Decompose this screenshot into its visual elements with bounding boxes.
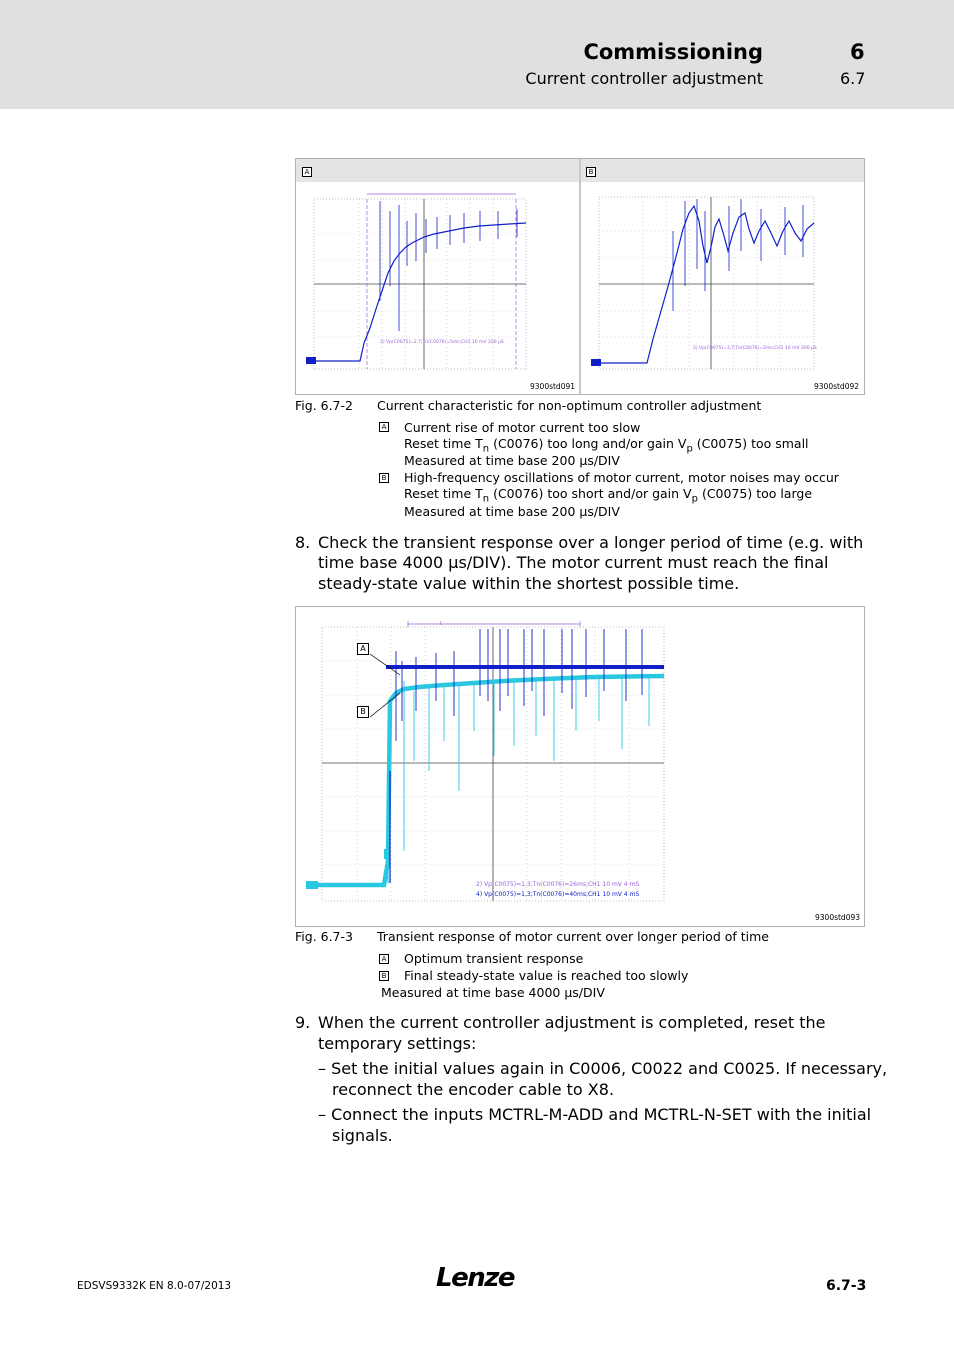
scope-b-grid: [599, 197, 814, 369]
fig2-item-a-text: Optimum transient response: [404, 951, 584, 966]
panel-b-header: [581, 159, 864, 182]
fig1-item-a-line1: Current rise of motor current too slow: [404, 420, 641, 435]
section-number: 6.7: [840, 69, 866, 88]
scope-b-legend: 2) Vp(C0075)=3,7;Tn(C0076)=2ms;CH1 10 mV 200 µS: [693, 346, 817, 351]
chapter-title: Commissioning: [583, 40, 763, 64]
panel-a-code: 9300std091: [530, 382, 576, 391]
footer-page-number: 6.7-3: [826, 1278, 867, 1294]
step-9-number: 9.: [295, 1013, 311, 1032]
scope-a-legend: 2) Vp(C0075)=2,7;Tn(C0076)=5ms;CH1 10 mV 200 µS: [380, 340, 504, 345]
scope-c-legend-1: 2) Vp(C0075)=1,3;Tn(C0076)=26ms;CH1 10 mV 4 mS: [476, 881, 640, 888]
fig1-item-a-line3: Measured at time base 200 µs/DIV: [404, 453, 620, 468]
oscilloscope-long-period: [304, 621, 669, 906]
fig2-note: Measured at time base 4000 µs/DIV: [381, 985, 605, 1000]
oscilloscope-b: [589, 191, 819, 371]
figure-6-7-2: [295, 158, 865, 395]
fig1-item-b-line2: Reset time $T_n$ (C0076) too short and/or gain $V_p$ (C0075) too large: [404, 486, 813, 505]
fig1-item-b-line1: High-frequency oscillations of motor current, motor noises may occur: [404, 470, 839, 485]
fig2-code: 9300std093: [815, 913, 861, 922]
scope-b-trace: [591, 206, 814, 363]
step-9-line1: When the current controller adjustment is completed, reset the: [318, 1013, 826, 1032]
panel-a-header: [296, 159, 579, 182]
fig2-item-b-tag: B: [379, 971, 389, 981]
fig2-caption: Transient response of motor current over longer period of time: [377, 929, 769, 944]
chapter-number: 6: [850, 40, 865, 64]
step-9-bullet-1-line1: – Set the initial values again in C0006, C0022 and C0025. If necessary,: [318, 1059, 888, 1078]
footer-doc-id: EDSVS9332K EN 8.0-07/2013: [77, 1280, 232, 1292]
panel-b-tag: B: [586, 167, 596, 177]
step-9-bullet-2-line1: – Connect the inputs MCTRL-M-ADD and MCTRL-N-SET with the initial: [318, 1105, 872, 1124]
fig2-label-a: A: [357, 643, 369, 655]
oscilloscope-a: [304, 191, 532, 371]
fig2-label-b: B: [357, 706, 369, 718]
fig1-caption: Current characteristic for non-optimum controller adjustment: [377, 398, 762, 413]
fig1-item-b-line3: Measured at time base 200 µs/DIV: [404, 504, 620, 519]
panel-divider: [579, 159, 581, 394]
fig2-item-a-tag: A: [379, 954, 389, 964]
lenze-logo: Lenze: [436, 1263, 514, 1293]
step-8-line2: time base 4000 µs/DIV). The motor current must reach the final: [318, 553, 829, 572]
fig2-caption-label: Fig. 6.7-3: [295, 929, 353, 944]
fig1-caption-label: Fig. 6.7-2: [295, 398, 353, 413]
step-8-line1: Check the transient response over a longer period of time (e.g. with: [318, 533, 864, 552]
step-9-line2: temporary settings:: [318, 1034, 477, 1053]
fig1-item-a-line2: Reset time $T_n$ (C0076) too long and/or gain $V_p$ (C0075) too small: [404, 436, 809, 455]
scope-c-legend-2: 4) Vp(C0075)=1,3;Tn(C0076)=40ms;CH1 10 mV 4 mS: [476, 891, 640, 898]
step-9-bullet-2-line2: signals.: [332, 1126, 393, 1145]
fig1-item-a-tag: A: [379, 422, 389, 432]
step-8-number: 8.: [295, 533, 311, 552]
panel-b-code: 9300std092: [814, 382, 860, 391]
page-header: [0, 0, 954, 109]
section-title: Current controller adjustment: [525, 69, 763, 88]
fig1-item-b-tag: B: [379, 473, 389, 483]
fig2-item-b-text: Final steady-state value is reached too slowly: [404, 968, 689, 983]
panel-a-tag: A: [302, 167, 312, 177]
step-9-bullet-1-line2: reconnect the encoder cable to X8.: [332, 1080, 615, 1099]
step-8-line3: steady-state value within the shortest possible time.: [318, 574, 740, 593]
svg-text:T: T: [439, 621, 443, 627]
figure-6-7-3: [295, 606, 865, 927]
